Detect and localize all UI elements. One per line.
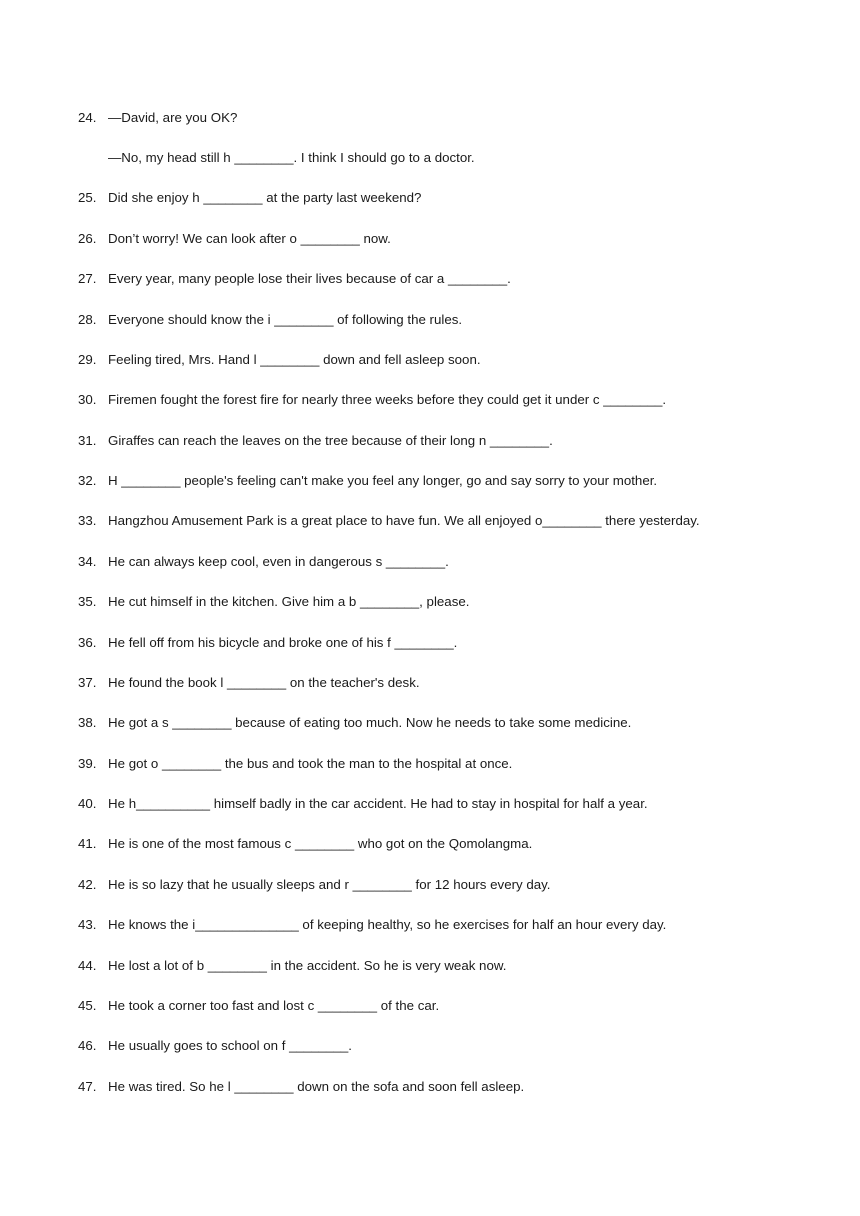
question-number: 32.	[78, 473, 97, 488]
question-34	[78, 553, 818, 571]
question-text: Did she enjoy h ________ at the party last weekend?	[108, 190, 422, 205]
question-text: He got o ________ the bus and took the man to the hospital at once.	[108, 756, 513, 771]
question-text: He can always keep cool, even in dangerous s ________.	[108, 554, 449, 569]
question-text: He is so lazy that he usually sleeps and r ________ for 12 hours every day.	[108, 877, 551, 892]
question-number: 37.	[78, 675, 97, 690]
question-text: He found the book l ________ on the teacher's desk.	[108, 675, 420, 690]
question-text: He h__________ himself badly in the car accident. He had to stay in hospital for half a year.	[108, 796, 648, 811]
question-text: He fell off from his bicycle and broke one of his f ________.	[108, 635, 458, 650]
question-number: 43.	[78, 917, 97, 932]
question-text: Feeling tired, Mrs. Hand l ________ down and fell asleep soon.	[108, 352, 481, 367]
question-24	[78, 109, 818, 127]
question-text: —David, are you OK?	[108, 110, 238, 125]
question-number: 40.	[78, 796, 97, 811]
question-45	[78, 997, 818, 1015]
question-text: He was tired. So he l ________ down on the sofa and soon fell asleep.	[108, 1079, 525, 1094]
question-31	[78, 432, 818, 450]
question-text: Firemen fought the forest fire for nearly three weeks before they could get it under c ________.	[108, 392, 667, 407]
question-number: 47.	[78, 1079, 97, 1094]
question-26	[78, 230, 818, 248]
question-text: He got a s ________ because of eating too much. Now he needs to take some medicine.	[108, 715, 632, 730]
question-text: Everyone should know the i ________ of following the rules.	[108, 312, 463, 327]
question-27	[78, 270, 818, 288]
question-40	[78, 795, 818, 813]
question-text: He lost a lot of b ________ in the accident. So he is very weak now.	[108, 958, 507, 973]
question-number: 33.	[78, 513, 97, 528]
question-number: 34.	[78, 554, 97, 569]
question-text: He knows the i______________ of keeping healthy, so he exercises for half an hour every day.	[108, 917, 667, 932]
question-number: 25.	[78, 190, 97, 205]
question-number: 24.	[78, 110, 97, 125]
question-text: Don’t worry! We can look after o ________ now.	[108, 231, 391, 246]
question-42	[78, 876, 818, 894]
question-number: 30.	[78, 392, 97, 407]
question-number: 28.	[78, 312, 97, 327]
question-number: 26.	[78, 231, 97, 246]
question-39	[78, 755, 818, 773]
question-text: Every year, many people lose their lives because of car a ________.	[108, 271, 511, 286]
question-number: 31.	[78, 433, 97, 448]
question-number: 38.	[78, 715, 97, 730]
question-37	[78, 674, 818, 692]
question-43	[78, 916, 818, 934]
question-text: Hangzhou Amusement Park is a great place to have fun. We all enjoyed o________ there yesterday.	[108, 513, 700, 528]
question-number: 36.	[78, 635, 97, 650]
question-32	[78, 472, 818, 490]
question-number: 39.	[78, 756, 97, 771]
question-29	[78, 351, 818, 369]
question-28	[78, 311, 818, 329]
question-number: 35.	[78, 594, 97, 609]
question-text: He usually goes to school on f ________.	[108, 1038, 352, 1053]
question-38	[78, 714, 818, 732]
question-number: 27.	[78, 271, 97, 286]
question-number: 41.	[78, 836, 97, 851]
question-number: 29.	[78, 352, 97, 367]
question-33	[78, 512, 818, 530]
question-44	[78, 957, 818, 975]
question-25	[78, 189, 818, 207]
question-30	[78, 391, 818, 409]
question-number: 44.	[78, 958, 97, 973]
question-35	[78, 593, 818, 611]
question-text: —No, my head still h ________. I think I should go to a doctor.	[108, 150, 475, 165]
question-41	[78, 835, 818, 853]
question-47	[78, 1078, 818, 1096]
question-text: He is one of the most famous c ________ who got on the Qomolangma.	[108, 836, 533, 851]
question-text: He took a corner too fast and lost c ________ of the car.	[108, 998, 440, 1013]
question-36	[78, 634, 818, 652]
question-number: 46.	[78, 1038, 97, 1053]
question-number: 42.	[78, 877, 97, 892]
question-46	[78, 1037, 818, 1055]
question-text: He cut himself in the kitchen. Give him a b ________, please.	[108, 594, 470, 609]
question-24-reply	[108, 149, 848, 167]
question-text: H ________ people's feeling can't make you feel any longer, go and say sorry to your mother.	[108, 473, 658, 488]
question-number: 45.	[78, 998, 97, 1013]
question-text: Giraffes can reach the leaves on the tree because of their long n ________.	[108, 433, 553, 448]
